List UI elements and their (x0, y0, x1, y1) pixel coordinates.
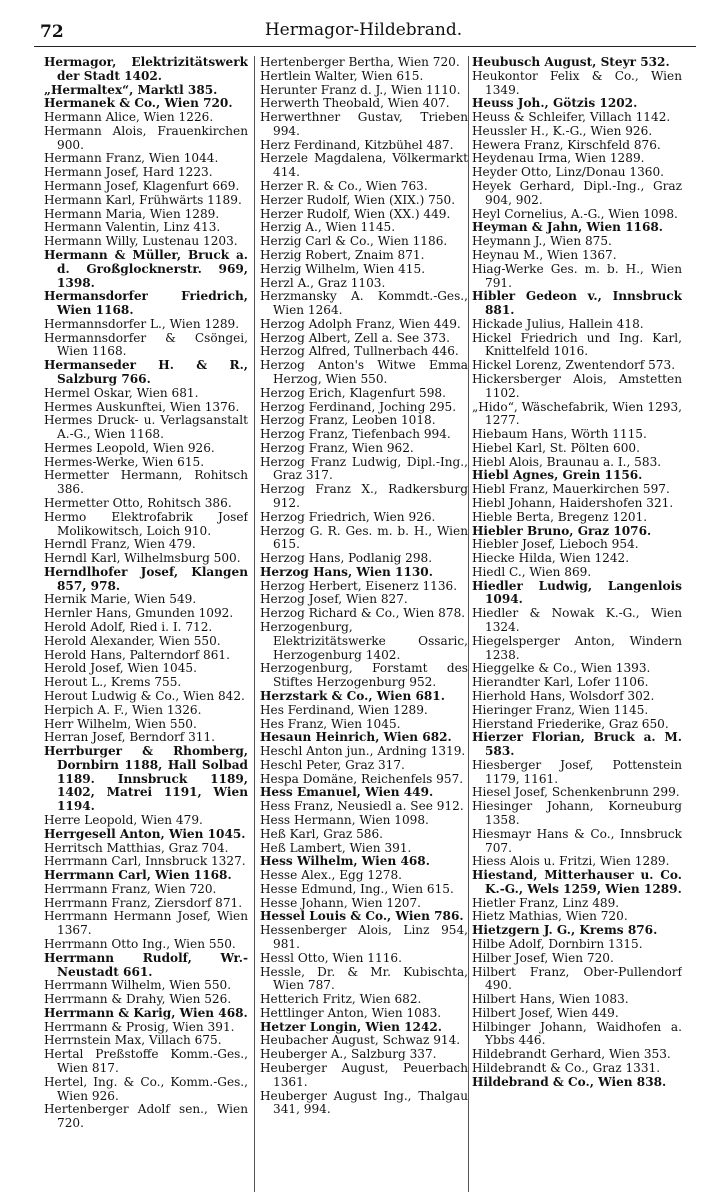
directory-entry: Hiebaum Hans, Wörth 1115. (472, 427, 647, 442)
directory-entry: Herzer Rudolf, Wien (XX.) 449. (260, 206, 451, 221)
directory-entry: Herrmann Carl, Wien 1168. (44, 868, 232, 883)
directory-entry: Hermansdorfer Friedrich, Wien 1168. (44, 289, 248, 318)
directory-entry: Herzog Herbert, Eisenerz 1136. (260, 578, 458, 593)
directory-entry: Hermes Druck- u. Verlagsanstalt A.-G., Wien 1168. (44, 413, 248, 442)
directory-entry: Hess Hermann, Wien 1098. (260, 812, 429, 827)
directory-entry: Heubusch August, Steyr 532. (472, 56, 670, 69)
directory-entry: Hierandter Karl, Lofer 1106. (472, 675, 649, 690)
directory-entry: Herzog Franz, Leoben 1018. (260, 413, 436, 428)
directory-entry: Herran Josef, Berndorf 311. (44, 730, 216, 745)
directory-entry: Herrmann Hermann Josef, Wien 1367. (44, 909, 248, 938)
directory-entry: Hernik Marie, Wien 549. (44, 592, 197, 607)
directory-entry: Heynau M., Wien 1367. (472, 247, 617, 262)
directory-entry: Herzog Adolph Franz, Wien 449. (260, 316, 461, 331)
directory-entry: Heuberger A., Salzburg 337. (260, 1047, 437, 1062)
directory-entry: Hespa Domäne, Reichenfels 957. (260, 771, 464, 786)
directory-entry: Hiedler & Nowak K.-G., Wien 1324. (472, 606, 682, 635)
directory-entry: Hermannsdorfer & Csöngei, Wien 1168. (44, 330, 248, 359)
directory-entry: Herritsch Matthias, Graz 704. (44, 840, 229, 855)
directory-entry: Hessle, Dr. & Mr. Kubischta, Wien 787. (260, 964, 468, 993)
directory-entry: Hermann Maria, Wien 1289. (44, 206, 220, 221)
directory-entry: Hierzer Florian, Bruck a. M. 583. (472, 730, 682, 759)
directory-entry: Hermes Auskunftei, Wien 1376. (44, 399, 240, 414)
directory-entry: Hertlein Walter, Wien 615. (260, 68, 424, 83)
directory-entry: Hiesel Josef, Schenkenbrunn 299. (472, 785, 680, 800)
directory-entry: Herndl Karl, Wilhelmsburg 500. (44, 551, 241, 566)
directory-entry: Hibler Gedeon v., Innsbruck 881. (472, 289, 682, 318)
directory-entry: Heuss & Schleifer, Villach 1142. (472, 110, 671, 125)
directory-entry: Hermann Karl, Frühwärts 1189. (44, 192, 242, 207)
directory-entry: Heß Karl, Graz 586. (260, 826, 384, 841)
directory-entry: Herunter Franz d. J., Wien 1110. (260, 82, 461, 97)
directory-entry: Herzog G. R. Ges. m. b. H., Wien 615. (260, 523, 468, 552)
directory-entry: Herzig A., Wien 1145. (260, 220, 396, 235)
directory-entry: Heymann J., Wien 875. (472, 234, 612, 249)
directory-entry: Hettlinger Anton, Wien 1083. (260, 1005, 442, 1020)
directory-entry: Hietz Mathias, Wien 720. (472, 909, 628, 924)
directory-entry: Herrmann Rudolf, Wr.-Neustadt 661. (44, 950, 248, 979)
directory-entry: Herrmann Franz, Ziersdorf 871. (44, 895, 243, 910)
directory-entry: Herzog Franz, Wien 962. (260, 440, 414, 455)
directory-entry: Hiebl Alois, Braunau a. I., 583. (472, 454, 662, 469)
directory-entry: Heyl Cornelius, A.-G., Wien 1098. (472, 206, 678, 221)
directory-entry: Hilbert Franz, Ober-Pullendorf 490. (472, 964, 682, 993)
header-rule (34, 46, 696, 47)
directory-entry: Hermann Valentin, Linz 413. (44, 220, 221, 235)
directory-entry: Herrburger & Rhomberg, Dornbirn 1188, Hall Solbad 1189. Innsbruck 1189, 1402, Matrei 1191, Wien 1194. (44, 744, 248, 814)
directory-entry: Herzig Robert, Znaim 871. (260, 247, 425, 262)
directory-entry: Hertal Preßstoffe Komm.-Ges., Wien 817. (44, 1047, 248, 1076)
directory-entry: Hess Wilhelm, Wien 468. (260, 854, 430, 869)
directory-entry: Heuss Joh., Götzis 1202. (472, 96, 638, 111)
directory-entry: Hes Ferdinand, Wien 1289. (260, 702, 428, 717)
page-title: Hermagor-Hildebrand. (264, 20, 463, 40)
directory-entry: Herndlhofer Josef, Klangen 857, 978. (44, 564, 248, 593)
directory-entry: Herndl Franz, Wien 479. (44, 537, 196, 552)
directory-entry: Herout L., Krems 755. (44, 675, 182, 690)
directory-entry: Hilber Josef, Wien 720. (472, 950, 614, 965)
directory-entry: Herwerthner Gustav, Trieben 994. (260, 110, 468, 138)
directory-entry: Hermanseder H. & R., Salzburg 766. (44, 358, 248, 386)
directory-entry: Herrmann Carl, Innsbruck 1327. (44, 854, 246, 869)
directory-entry: Heyman & Jahn, Wien 1168. (472, 220, 664, 235)
directory-entry: Hermo Elektrofabrik Josef Molikowitsch, Loich 910. (44, 509, 248, 538)
directory-entry: Heschl Peter, Graz 317. (260, 757, 405, 772)
directory-entry: Heukontor Felix & Co., Wien 1349. (472, 68, 682, 97)
directory-entry: Herold Alexander, Wien 550. (44, 633, 221, 648)
directory-entry: Hildebrand & Co., Wien 838. (472, 1074, 667, 1089)
directory-entry: Hiebler Josef, Lieboch 954. (472, 537, 639, 552)
directory-entry: Hermann & Müller, Bruck a. d. Großglocknerstr. 969, 1398. (44, 247, 248, 290)
directory-entry: Herzog Franz, Tiefenbach 994. (260, 427, 451, 442)
directory-entry: Hermann Josef, Hard 1223. (44, 165, 213, 180)
directory-entry: Hernler Hans, Gmunden 1092. (44, 606, 234, 621)
directory-entry: Hermann Franz, Wien 1044. (44, 151, 219, 166)
directory-entry: Hierhold Hans, Wolsdorf 302. (472, 688, 655, 703)
directory-entry: Hermel Oskar, Wien 681. (44, 385, 199, 400)
directory-entry: Hetzer Longin, Wien 1242. (260, 1019, 443, 1034)
directory-entry: Hiesinger Johann, Korneuburg 1358. (472, 799, 682, 827)
directory-entry: Hermagor, Elektrizitätswerk der Stadt 1402. (44, 56, 248, 83)
directory-entry: Herzog Albert, Zell a. See 373. (260, 330, 450, 345)
directory-entry: Herzog Franz Ludwig, Dipl.-Ing., Graz 317. (260, 454, 468, 483)
directory-entry: Hickade Julius, Hallein 418. (472, 316, 644, 331)
directory-entry: Hilbe Adolf, Dornbirn 1315. (472, 937, 643, 951)
directory-entry: Herzogenburg, Forstamt des Stiftes Herzogenburg 952. (260, 661, 468, 690)
directory-entry: Hietler Franz, Linz 489. (472, 895, 620, 910)
directory-entry: Hermann Josef, Klagenfurt 669. (44, 179, 240, 194)
directory-entry: Herzog Richard & Co., Wien 878. (260, 606, 466, 621)
directory-entry: Hermetter Otto, Rohitsch 386. (44, 496, 232, 510)
directory-entry: Herwerth Theobald, Wien 407. (260, 96, 450, 111)
directory-entry: Herzog Hans, Podlanig 298. (260, 551, 433, 566)
directory-entry: Hieringer Franz, Wien 1145. (472, 702, 649, 717)
directory-entry: Herrnstein Max, Villach 675. (44, 1033, 222, 1048)
directory-entry: Hiebl Agnes, Grein 1156. (472, 468, 643, 483)
directory-entry: Hesse Johann, Wien 1207. (260, 895, 422, 910)
directory-entry: Herzogenburg, Elektrizitätswerke Ossaric, Herzogenburg 1402. (260, 620, 468, 662)
directory-entry: Herzog Erich, Klagenfurt 598. (260, 385, 446, 400)
directory-entry: Heydenau Irma, Wien 1289. (472, 151, 645, 166)
directory-entry: Hess Franz, Neusiedl a. See 912. (260, 799, 464, 814)
directory-entry: Herzele Magdalena, Völkermarkt 414. (260, 151, 468, 180)
directory-entry: Hilbert Hans, Wien 1083. (472, 992, 629, 1007)
directory-entry: Herpich A. F., Wien 1326. (44, 702, 202, 717)
directory-entry: Heyek Gerhard, Dipl.-Ing., Graz 904, 902. (472, 179, 682, 207)
directory-entry: Hickel Lorenz, Zwentendorf 573. (472, 358, 676, 373)
directory-entry: Herold Josef, Wien 1045. (44, 661, 197, 676)
directory-entry: Hertenberger Adolf sen., Wien 720. (44, 1102, 248, 1131)
directory-entry: Hessel Louis & Co., Wien 786. (260, 909, 464, 924)
directory-entry: Hiedler Ludwig, Langenlois 1094. (472, 578, 682, 607)
directory-entry: Herz Ferdinand, Kitzbühel 487. (260, 137, 454, 152)
directory-entry: Heyder Otto, Linz/Donau 1360. (472, 165, 665, 180)
directory-entry: Hertel, Ing. & Co., Komm.-Ges., Wien 926. (44, 1074, 248, 1103)
directory-entry: Herzmansky A. Kommdt.-Ges., Wien 1264. (260, 289, 468, 318)
directory-entry: Herrmann & Prosig, Wien 391. (44, 1019, 235, 1034)
directory-entry: Hiebler Bruno, Graz 1076. (472, 523, 652, 538)
directory-entry: Heubacher August, Schwaz 914. (260, 1033, 461, 1048)
directory-entry: Hierstand Friederike, Graz 650. (472, 716, 669, 731)
directory-entry: Heuberger August, Peuerbach 1361. (260, 1061, 468, 1089)
directory-entry: Herzog Friedrich, Wien 926. (260, 509, 436, 524)
directory-entry: Hesaun Heinrich, Wien 682. (260, 730, 452, 745)
directory-entry: Hermann Willy, Lustenau 1203. (44, 234, 238, 249)
directory-entry: Herre Leopold, Wien 479. (44, 812, 203, 827)
directory-entry: Herzig Wilhelm, Wien 415. (260, 261, 426, 276)
directory-entry: Herzog Ferdinand, Joching 295. (260, 399, 457, 414)
column-3 (472, 56, 682, 1196)
directory-entry: Herzer R. & Co., Wien 763. (260, 179, 428, 194)
directory-entry: Hieggelke & Co., Wien 1393. (472, 661, 651, 676)
directory-entry: Hiag-Werke Ges. m. b. H., Wien 791. (472, 261, 682, 290)
directory-entry: Hiebel Karl, St. Pölten 600. (472, 440, 640, 455)
directory-entry: Herold Adolf, Ried i. I. 712. (44, 620, 213, 635)
directory-entry: Herzog Franz X., Radkersburg 912. (260, 482, 468, 510)
column-2 (260, 56, 468, 1196)
directory-entry: Hiebl Johann, Haidershofen 321. (472, 496, 674, 510)
directory-entry: Herold Hans, Palterndorf 861. (44, 647, 230, 662)
directory-entry: Herzog Josef, Wien 827. (260, 592, 408, 607)
directory-entry: Hermes Leopold, Wien 926. (44, 440, 215, 455)
directory-entry: Hermann Alois, Frauenkirchen 900. (44, 123, 248, 152)
directory-entry: Herzl A., Graz 1103. (260, 275, 386, 290)
directory-entry: Hildebrandt Gerhard, Wien 353. (472, 1047, 671, 1062)
directory-entry: Hiesmayr Hans & Co., Innsbruck 707. (472, 826, 682, 855)
directory-entry: Heß Lambert, Wien 391. (260, 840, 412, 855)
directory-entry: Hildebrandt & Co., Graz 1331. (472, 1061, 661, 1076)
directory-entry: Heussler H., K.-G., Wien 926. (472, 123, 653, 138)
directory-entry: Hewera Franz, Kirschfeld 876. (472, 137, 661, 152)
directory-entry: Herrmann Wilhelm, Wien 550. (44, 978, 232, 993)
directory-entry: Heschl Anton jun., Ardning 1319. (260, 744, 466, 759)
directory-entry: Hermanek & Co., Wien 720. (44, 96, 233, 111)
directory-entry: Herzog Alfred, Tullnerbach 446. (260, 344, 459, 359)
directory-entry: Hes Franz, Wien 1045. (260, 716, 401, 731)
directory-entry: Hessenberger Alois, Linz 954, 981. (260, 923, 468, 951)
directory-entry: Hermes-Werke, Wien 615. (44, 454, 205, 469)
directory-entry: Hiegelsperger Anton, Windern 1238. (472, 633, 682, 662)
directory-entry: „Hermaltex“, Marktl 385. (44, 82, 218, 97)
directory-entry: „Hido“, Wäschefabrik, Wien 1293, 1277. (472, 399, 682, 428)
directory-entry: Hiebl Franz, Mauerkirchen 597. (472, 482, 670, 497)
directory-entry: Hilbinger Johann, Waidhofen a. Ybbs 446. (472, 1019, 682, 1048)
directory-entry: Hiess Alois u. Fritzi, Wien 1289. (472, 854, 670, 869)
directory-entry: Hilbert Josef, Wien 449. (472, 1005, 619, 1020)
directory-entry: Herzstark & Co., Wien 681. (260, 688, 445, 703)
column-divider (254, 56, 255, 1192)
directory-entry: Hiesberger Josef, Pottenstein 1179, 1161. (472, 757, 682, 786)
directory-entry: Hiestand, Mitterhauser u. Co. K.-G., Wels 1259, Wien 1289. (472, 868, 682, 896)
directory-entry: Herzig Carl & Co., Wien 1186. (260, 234, 448, 249)
directory-entry: Hermannsdorfer L., Wien 1289. (44, 316, 240, 331)
directory-entry: Hessl Otto, Wien 1116. (260, 950, 402, 965)
directory-entry: Hess Emanuel, Wien 449. (260, 785, 434, 800)
directory-entry: Herrmann Franz, Wien 720. (44, 881, 217, 896)
directory-entry: Hiedl C., Wien 869. (472, 564, 592, 579)
directory-entry: Herzog Hans, Wien 1130. (260, 564, 433, 579)
directory-entry: Herout Ludwig & Co., Wien 842. (44, 688, 245, 703)
directory-entry: Hermetter Hermann, Rohitsch 386. (44, 468, 248, 497)
directory-entry: Hesse Edmund, Ing., Wien 615. (260, 881, 454, 896)
directory-entry: Herzog Anton's Witwe Emma Herzog, Wien 550. (260, 358, 468, 386)
directory-entry: Hickel Friedrich und Ing. Karl, Knittelfeld 1016. (472, 330, 682, 359)
column-divider (468, 56, 469, 1192)
column-1 (44, 56, 248, 1196)
directory-entry: Herrmann Otto Ing., Wien 550. (44, 937, 236, 951)
directory-entry: Heuberger August Ing., Thalgau 341, 994. (260, 1088, 468, 1117)
directory-entry: Herrmann & Drahy, Wien 526. (44, 992, 232, 1007)
directory-entry: Herzer Rudolf, Wien (XIX.) 750. (260, 192, 456, 207)
directory-entry: Hesse Alex., Egg 1278. (260, 868, 403, 883)
directory-entry: Hietzgern J. G., Krems 876. (472, 923, 658, 938)
page-header (0, 0, 727, 48)
directory-entry: Hermann Alice, Wien 1226. (44, 110, 214, 125)
directory-entry: Hetterich Fritz, Wien 682. (260, 992, 422, 1007)
directory-entry: Herrmann & Karig, Wien 468. (44, 1005, 248, 1020)
directory-entry: Hieble Berta, Bregenz 1201. (472, 509, 648, 524)
directory-entry: Hickersberger Alois, Amstetten 1102. (472, 371, 682, 400)
directory-entry: Herr Wilhelm, Wien 550. (44, 716, 197, 731)
directory-entry: Hertenberger Bertha, Wien 720. (260, 56, 460, 69)
page-number: 72 (40, 22, 64, 42)
directory-entry: Hiecke Hilda, Wien 1242. (472, 551, 630, 566)
directory-entry: Herrgesell Anton, Wien 1045. (44, 826, 246, 841)
